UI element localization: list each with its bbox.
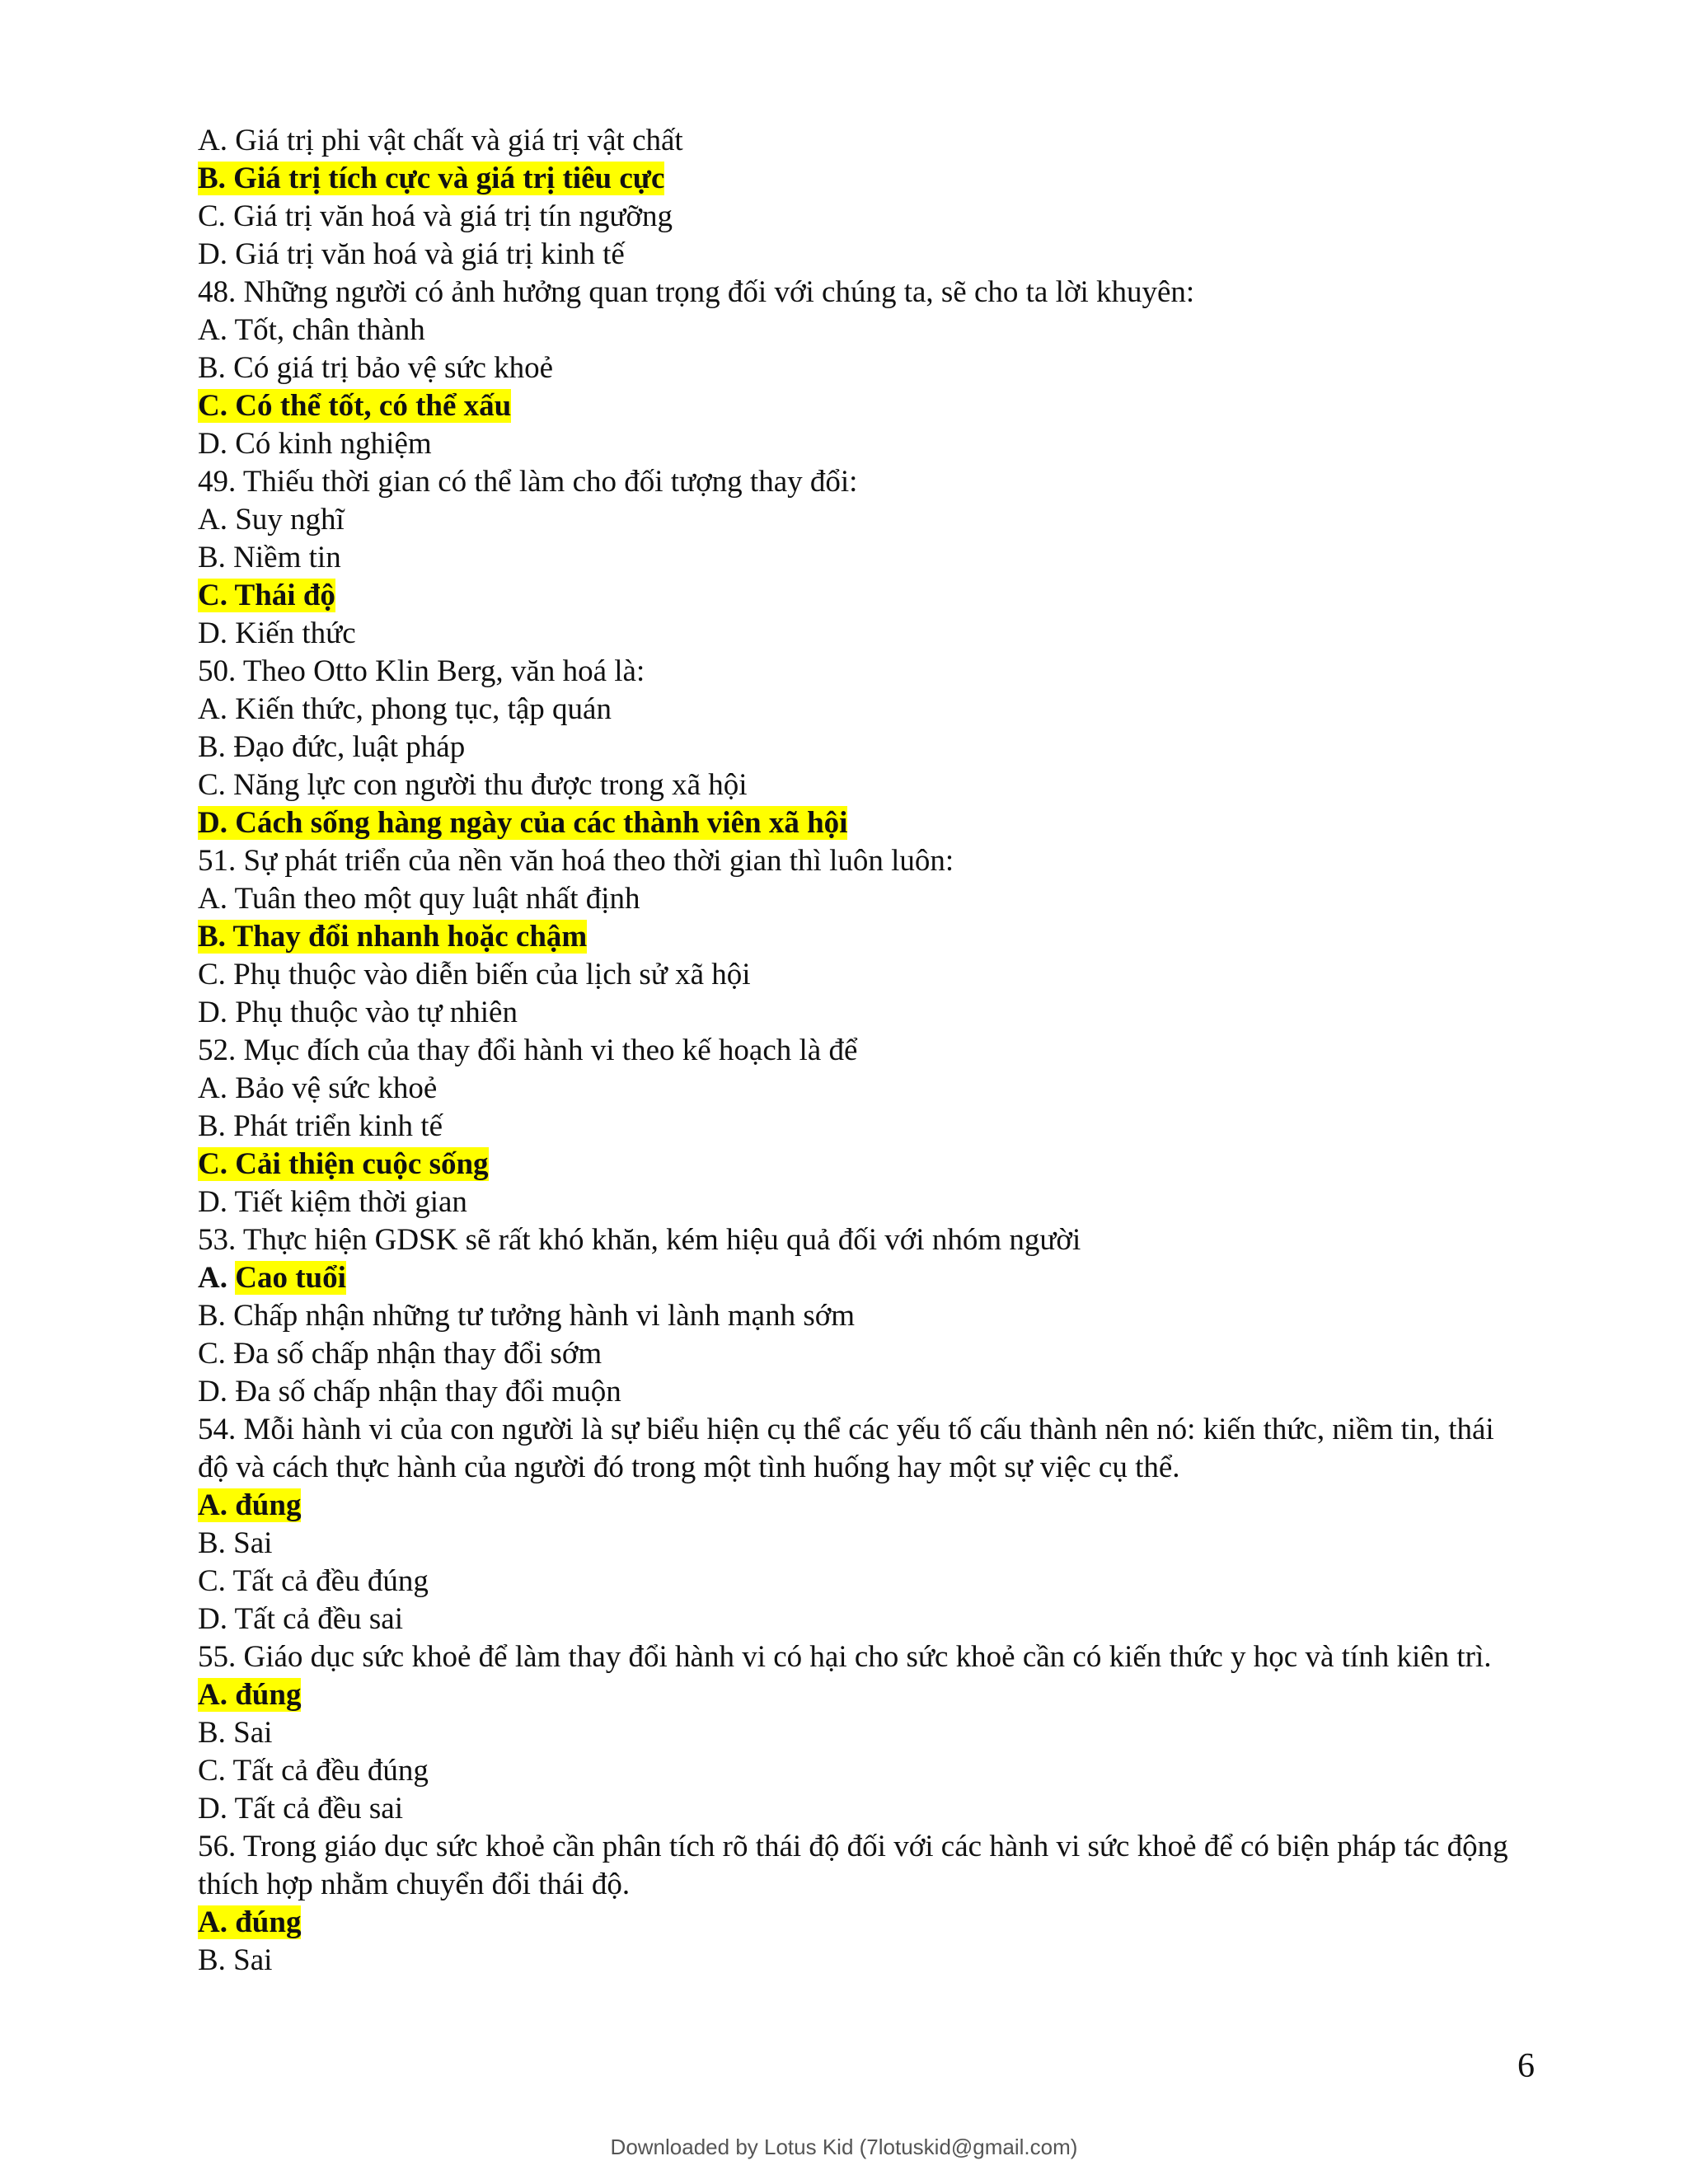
option-prefix: A. xyxy=(198,1261,236,1295)
line-text: 54. Mỗi hành vi của con người là sự biểu hiện cụ thể các yếu tố cấu thành nên nó: kiến thức, niềm tin, thái độ và cách thực hành của người đó trong một tình huống hay một sự việc cụ thể. xyxy=(198,1413,1494,1484)
line-text: 56. Trong giáo dục sức khoẻ cần phân tích rõ thái độ đối với các hành vi sức khoẻ để có biện pháp tác động thích hợp nhằm chuyển đổi thái độ. xyxy=(198,1830,1508,1901)
answer-option xyxy=(198,577,1508,615)
line-text: C. Phụ thuộc vào diễn biến của lịch sử xã hội xyxy=(198,958,751,991)
correct-answer-text: C. Thái độ xyxy=(198,579,335,612)
line-text: B. Sai xyxy=(198,1526,273,1560)
question-line xyxy=(198,653,1508,691)
answer-option xyxy=(198,994,1508,1032)
correct-answer-text: B. Thay đổi nhanh hoặc chậm xyxy=(198,920,588,954)
correct-answer-text: A. đúng xyxy=(198,1488,302,1522)
line-text: C. Năng lực con người thu được trong xã hội xyxy=(198,768,748,802)
line-text: 49. Thiếu thời gian có thể làm cho đối tượng thay đổi: xyxy=(198,465,858,499)
correct-answer-text: Cao tuổi xyxy=(235,1261,346,1295)
answer-option xyxy=(198,312,1508,349)
line-text: D. Tiết kiệm thời gian xyxy=(198,1185,467,1219)
correct-answer-text: B. Giá trị tích cực và giá trị tiêu cực xyxy=(198,162,665,195)
answer-option xyxy=(198,539,1508,577)
question-line xyxy=(198,1032,1508,1070)
answer-option xyxy=(198,956,1508,994)
line-text: 55. Giáo dục sức khoẻ để làm thay đổi hành vi có hại cho sức khoẻ cần có kiến thức y học và tính kiên trì. xyxy=(198,1640,1492,1674)
line-text: B. Sai xyxy=(198,1716,273,1750)
answer-option xyxy=(198,1183,1508,1221)
line-text: D. Phụ thuộc vào tự nhiên xyxy=(198,996,518,1029)
answer-option xyxy=(198,1904,1508,1942)
line-text: C. Đa số chấp nhận thay đổi sớm xyxy=(198,1337,603,1371)
line-text: A. Giá trị phi vật chất và giá trị vật chất xyxy=(198,124,683,157)
line-text: 51. Sự phát triển của nền văn hoá theo thời gian thì luôn luôn: xyxy=(198,844,954,878)
answer-option xyxy=(198,122,1508,160)
answer-option xyxy=(198,1601,1508,1638)
question-line xyxy=(198,1411,1508,1487)
line-text: C. Tất cả đều đúng xyxy=(198,1754,429,1788)
answer-option xyxy=(198,1487,1508,1525)
question-line xyxy=(198,274,1508,312)
answer-option xyxy=(198,160,1508,198)
line-text: D. Kiến thức xyxy=(198,616,356,650)
answer-option xyxy=(198,1790,1508,1828)
answer-option xyxy=(198,880,1508,918)
question-line xyxy=(198,1221,1508,1259)
answer-option xyxy=(198,387,1508,425)
line-text: 52. Mục đích của thay đổi hành vi theo kế hoạch là để xyxy=(198,1033,858,1067)
answer-option xyxy=(198,198,1508,236)
answer-option xyxy=(198,1335,1508,1373)
page-number: 6 xyxy=(1517,2047,1535,2085)
answer-option xyxy=(198,1108,1508,1146)
answer-option xyxy=(198,1297,1508,1335)
answer-option xyxy=(198,729,1508,766)
correct-answer-text: A. đúng xyxy=(198,1905,302,1939)
line-text: D. Tất cả đều sai xyxy=(198,1602,403,1636)
question-line xyxy=(198,842,1508,880)
line-text: A. Kiến thức, phong tục, tập quán xyxy=(198,692,612,726)
correct-answer-text: D. Cách sống hàng ngày của các thành viên xã hội xyxy=(198,806,848,840)
question-line xyxy=(198,1828,1508,1904)
answer-option xyxy=(198,1259,1508,1297)
line-text: 53. Thực hiện GDSK sẽ rất khó khăn, kém hiệu quả đối với nhóm người xyxy=(198,1223,1081,1257)
line-text: B. Đạo đức, luật pháp xyxy=(198,730,466,764)
line-text: A. Bảo vệ sức khoẻ xyxy=(198,1071,438,1105)
line-text: B. Niềm tin xyxy=(198,541,341,574)
answer-option xyxy=(198,1714,1508,1752)
line-text: B. Chấp nhận những tư tưởng hành vi lành mạnh sớm xyxy=(198,1299,856,1333)
correct-answer-text: C. Có thể tốt, có thể xấu xyxy=(198,389,512,423)
answer-option xyxy=(198,1942,1508,1980)
answer-option xyxy=(198,349,1508,387)
line-text: D. Tất cả đều sai xyxy=(198,1792,403,1825)
answer-option xyxy=(198,918,1508,956)
answer-option xyxy=(198,804,1508,842)
line-text: B. Sai xyxy=(198,1943,273,1977)
line-text: 50. Theo Otto Klin Berg, văn hoá là: xyxy=(198,654,645,688)
line-text: A. Suy nghĩ xyxy=(198,503,345,537)
answer-option xyxy=(198,1752,1508,1790)
answer-option xyxy=(198,425,1508,463)
line-text: B. Có giá trị bảo vệ sức khoẻ xyxy=(198,351,554,385)
download-footer: Downloaded by Lotus Kid (7lotuskid@gmail.com) xyxy=(610,2135,1078,2159)
question-line xyxy=(198,463,1508,501)
correct-answer-text: A. đúng xyxy=(198,1678,302,1712)
answer-option xyxy=(198,1146,1508,1183)
line-text: B. Phát triển kinh tế xyxy=(198,1109,443,1143)
line-text: 48. Những người có ảnh hưởng quan trọng đối với chúng ta, sẽ cho ta lời khuyên: xyxy=(198,275,1195,309)
line-text: D. Giá trị văn hoá và giá trị kinh tế xyxy=(198,237,625,271)
line-text: D. Có kinh nghiệm xyxy=(198,427,432,461)
line-text: A. Tuân theo một quy luật nhất định xyxy=(198,882,640,916)
answer-option xyxy=(198,1070,1508,1108)
answer-option xyxy=(198,1525,1508,1563)
line-text: A. Tốt, chân thành xyxy=(198,313,425,347)
answer-option xyxy=(198,1676,1508,1714)
line-text: C. Tất cả đều đúng xyxy=(198,1564,429,1598)
question-line xyxy=(198,1638,1508,1676)
answer-option xyxy=(198,1373,1508,1411)
answer-option xyxy=(198,1563,1508,1601)
answer-option xyxy=(198,691,1508,729)
answer-option xyxy=(198,615,1508,653)
line-text: C. Giá trị văn hoá và giá trị tín ngưỡng xyxy=(198,199,673,233)
answer-option xyxy=(198,236,1508,274)
answer-option xyxy=(198,501,1508,539)
document-body xyxy=(198,122,1508,1980)
answer-option xyxy=(198,766,1508,804)
line-text: D. Đa số chấp nhận thay đổi muộn xyxy=(198,1375,621,1408)
correct-answer-text: C. Cải thiện cuộc sống xyxy=(198,1147,489,1181)
